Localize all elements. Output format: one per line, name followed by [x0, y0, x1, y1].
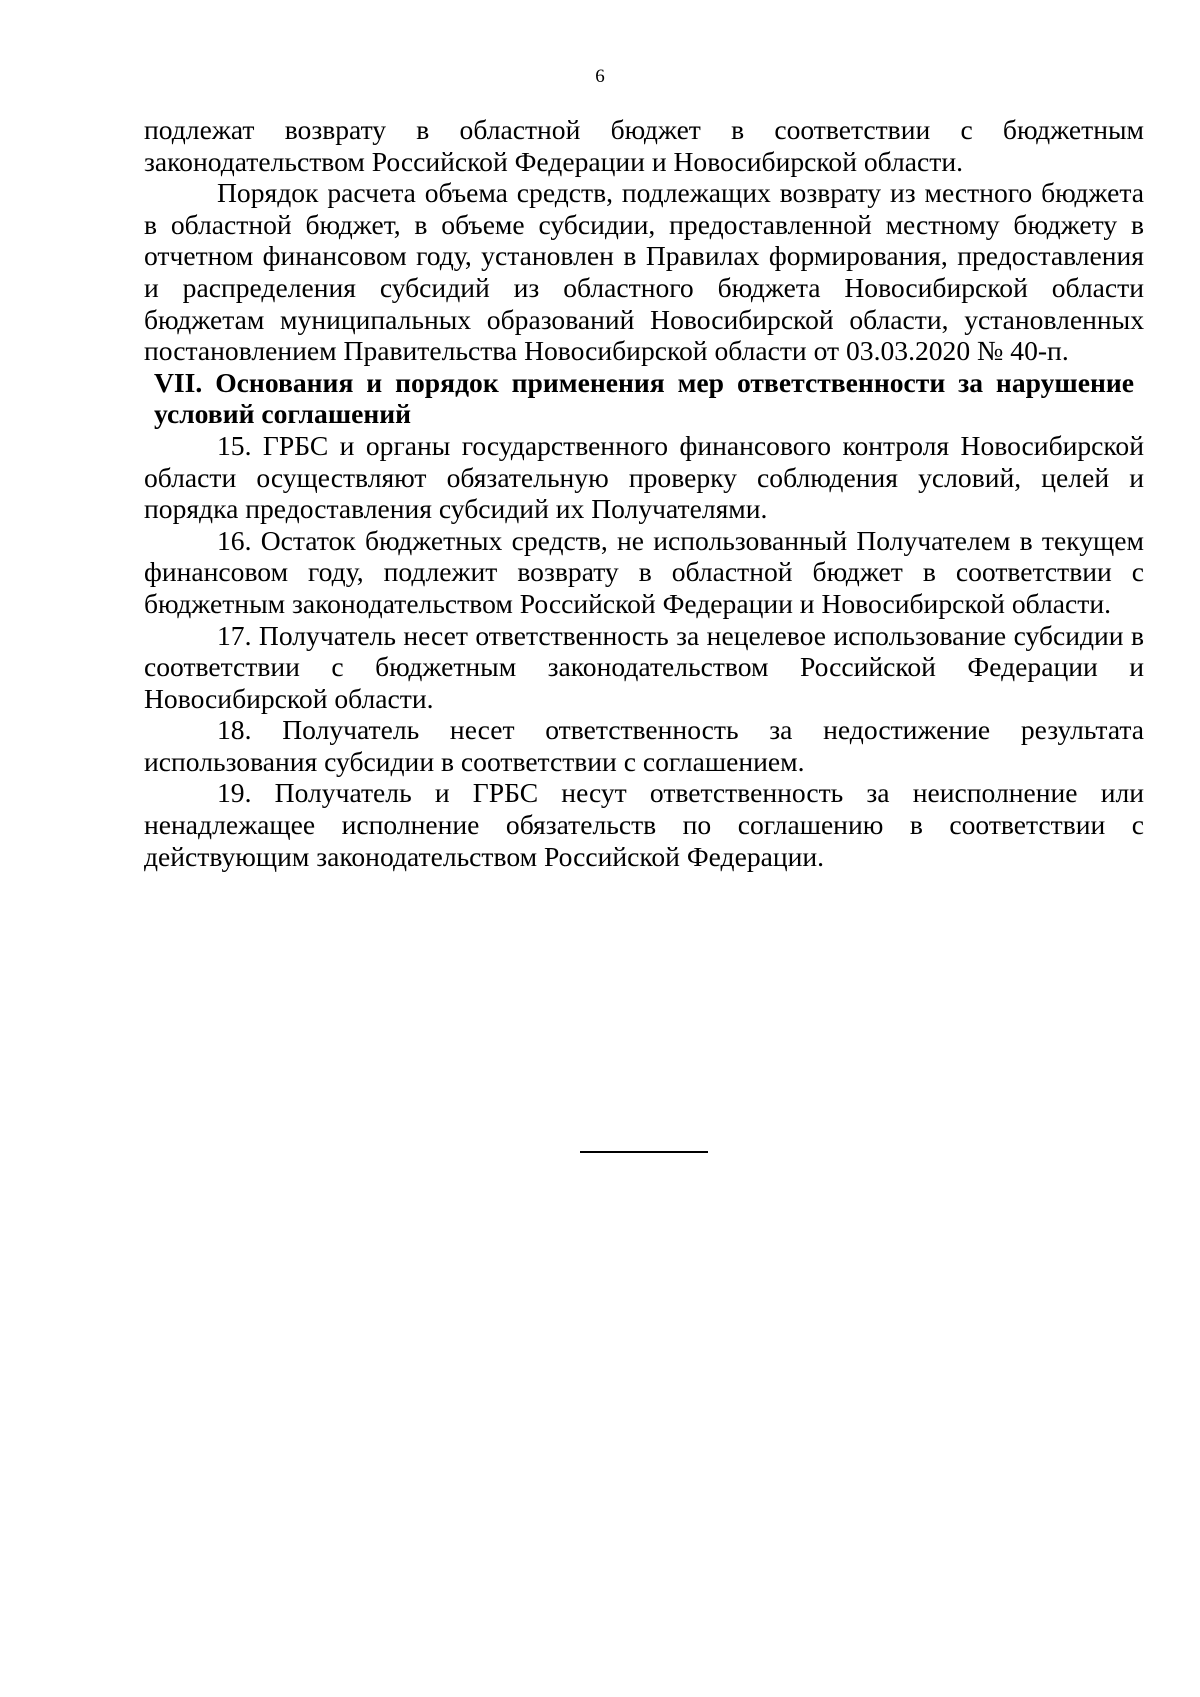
document-body: [144, 114, 1144, 872]
section-heading: VII. Основания и порядок применения мер ответственности за нарушение условий соглашений: [154, 366, 1134, 430]
page-number: 6: [595, 66, 605, 87]
paragraph-continuation: подлежат возврату в областной бюджет в соответствии с бюджетным законодательством Российской Федерации и Новосибирской области.: [144, 114, 1144, 177]
clause-19: 19. Получатель и ГРБС несут ответственность за неисполнение или ненадлежащее исполнение обязательств по соглашению в соответствии с действующим законодательством Российской Федерации.: [144, 777, 1144, 872]
clause-15: 15. ГРБС и органы государственного финансового контроля Новосибирской области осуществляют обязательную проверку соблюдения условий, целей и порядка предоставления субсидий их Получателями.: [144, 429, 1144, 525]
clause-18: 18. Получатель несет ответственность за недостижение результата использования субсидии в соответствии с соглашением.: [144, 714, 1144, 777]
clause-16: 16. Остаток бюджетных средств, не использованный Получателем в текущем финансовом году, подлежит возврату в областной бюджет в соответствии с бюджетным законодательством Российской Федерации и Новосибирской области.: [144, 524, 1144, 619]
clause-17: 17. Получатель несет ответственность за нецелевое использование субсидии в соответствии с бюджетным законодательством Российской Федерации и Новосибирской области.: [144, 619, 1144, 714]
end-of-document-rule: [580, 1151, 708, 1153]
paragraph-refund-procedure: Порядок расчета объема средств, подлежащих возврату из местного бюджета в областной бюджет, в объеме субсидии, предоставленной местному бюджету в отчетном финансовом году, установлен в Правилах формирования, предоставления и распределения субсидий из областного бюджета Новосибирской области бюджетам муниципальных образований Новосибирской области, установленных постановлением Правительства Новосибирской области от 03.03.2020 № 40-п.: [144, 177, 1144, 367]
